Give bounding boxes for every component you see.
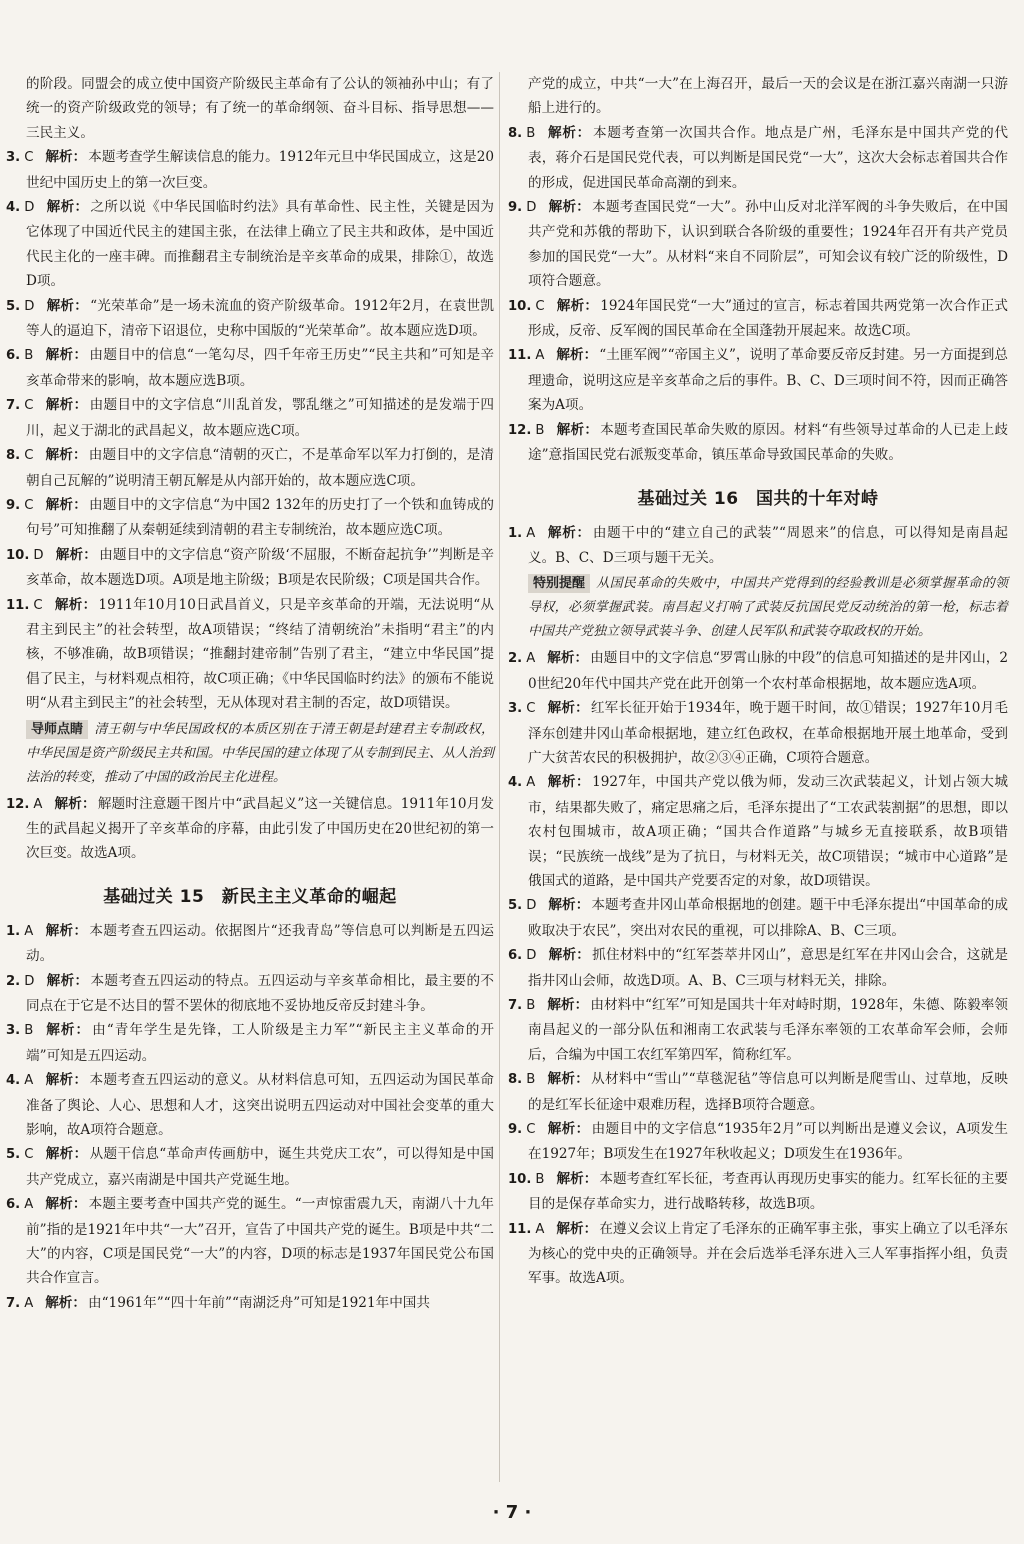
left-column [6,72,494,1316]
column-divider [499,72,500,1482]
answer-item: 6. B 解析： 由题目中的信息“一笔勾尽，四千年帝王历史”“民主共和”可知是辛亥革命带来的影响，故本题应选B项。 [6,347,495,389]
answer-list-basic-14 [6,145,494,715]
answer-item: 1. A 解析： 本题考查五四运动。依据图片“还我青岛”等信息可以判断是五四运动。 [6,922,494,965]
intro-paragraph: 的阶段。同盟会的成立使中国资产阶级民主革命有了公认的领袖孙中山；有了统一的资产阶级政党的领导；有了统一的革命纲领、奋斗目标、指导思想——三民主义。 [26,76,494,141]
answer-item: 7. B 解析： 由材料中“红军”可知是国共十年对峙时期，1928年，朱德、陈毅率领南昌起义的一部分队伍和湘南工农武装与毛泽东率领的工农革命军会师，会师后，合编为中国工农红军第四军，简称红军。 [508,997,1008,1063]
answer-item: 2. D 解析： 本题考查五四运动的特点。五四运动与辛亥革命相比，最主要的不同点在于它是不达目的誓不罢休的彻底地不妥协地反帝反封建斗争。 [6,972,495,1014]
page-number: · 7 · [492,1502,532,1523]
section-title-16: 基础过关 16 国共的十年对峙 [637,488,879,509]
answer-item: 3. C 解析： 红军长征开始于1934年，晚于题干时间，故①错误；1927年10月毛泽东创建井冈山革命根据地，建立红色政权，在革命根据地开展土地革命，受到广大贫苦农民的积极拥护，故②③④正确，C项符合题意。 [508,700,1008,766]
right-column [508,72,1008,1291]
answer-item: 6. A 解析： 本题主要考查中国共产党的诞生。“一声惊雷震九天，南湖八十九年前”指的是1921年中共“一大”召开，宣告了中国共产党的诞生。B项是中共“二大”的内容，C项是国民党“一大”的内容，D项的标志是1937年国民党公布国共合作宣言。 [6,1196,495,1287]
answer-item: 11. C 解析： 1911年10月10日武昌首义，只是辛亥革命的开端，无法说明“从君主到民主”的社会转型，故A项错误；“终结了清朝统治”未指明“君主”的内核，不够准确，故B项错误；“推翻封建帝制”告别了君主，“建立中华民国”提倡了民主，与材料观点相符，故C项正确；《中华民国临时约法》的颁布不能说明“从君主到民主”的社会转型，无从体现对君主制的否定，故D项错误。 [6,596,495,712]
answer-item: 10. C 解析： 1924年国民党“一大”通过的宣言，标志着国共两党第一次合作正式形成，反帝、反军阀的国民革命在全国蓬勃开展起来。故选C项。 [508,297,1008,340]
special-reminder-label: 特别提醒 [528,574,590,593]
answer-item: 4. A 解析： 1927年，中国共产党以俄为师，发动三次武装起义，计划占领大城市，结果都失败了，痛定思痛之后，毛泽东提出了“工农武装割据”的思想，即以农村包围城市，故A项正确；“国共合作道路”与城乡无直接联系，故B项错误；“民族统一战线”是为了抗日，与材料无关，故C项错误；“城市中心道路”是俄国式的道路，是中国共产党要否定的对象，故D项错误。 [508,774,1009,889]
answer-item: 5. D 解析： “光荣革命”是一场未流血的资产阶级革命。1912年2月，在袁世凯等人的逼迫下，清帝下诏退位，史称中国版的“光荣革命”。故本题应选D项。 [6,297,494,340]
answer-item: 7. A 解析： 由“1961年”“四十年前”“南湖泛舟”可知是1921年中国共 [6,1294,430,1311]
answer-item: 12. A 解析： 解题时注意题干图片中“武昌起义”这一关键信息。1911年10月发生的武昌起义揭开了辛亥革命的序幕，由此引发了中国历史在20世纪初的第一次巨变。故选A项。 [6,795,495,862]
answer-item: 1. A 解析： 由题干中的“建立自己的武装”“周恩来”的信息，可以得知是南昌起义。B、C、D三项与题干无关。 [508,524,1009,566]
answer-item: 10. B 解析： 本题考查红军长征，考查再认再现历史事实的能力。红军长征的主要目的是保存革命实力，进行战略转移，故选B项。 [508,1170,1009,1213]
tutor-tip-label: 导师点睛 [26,720,88,739]
answer-item: 9. C 解析： 由题目中的文字信息“1935年2月”可以判断出是遵义会议，A项发生在1927年；B项发生在1927年秋收起义；D项发生在1936年。 [508,1121,1008,1163]
answer-item: 3. C 解析： 本题考查学生解读信息的能力。1912年元旦中华民国成立，这是20世纪中国历史上的第一次巨变。 [6,149,494,191]
answer-item: 6. D 解析： 抓住材料中的“红军荟萃井冈山”，意思是红军在井冈山会合，这就是指井冈山会师，故选D项。A、B、C三项与材料无关，排除。 [508,947,1008,989]
answer-item: 8. B 解析： 本题考查第一次国共合作。地点是广州，毛泽东是中国共产党的代表，蒋介石是国民党代表，可以判断是国民党“一大”，这次大会标志着国共合作的形成，促进国民革命高潮的到来。 [508,124,1008,191]
answer-item: 4. D 解析： 之所以说《中华民国临时约法》具有革命性、民主性，关键是因为它体现了中国近代民主的建国主张，在法律上确立了民主共和政体，是中国近代民主化的一座丰碑。而推翻君主专制统治是辛亥革命的成果，排除①，故选D项。 [6,199,495,290]
answer-item: 11. A 解析： “土匪军阀”“帝国主义”，说明了革命要反帝反封建。另一方面提到总理遗命，说明这应是辛亥革命之后的事件。B、C、D三项时间不符，因而正确答案为A项。 [508,347,1009,414]
answer-item: 3. B 解析： 由“青年学生是先锋，工人阶级是主力军”“新民主主义革命的开端”可知是五四运动。 [6,1022,494,1064]
answer-item: 5. C 解析： 从题干信息“革命声传画舫中，诞生共党庆工农”，可以得知是中国共产党成立，嘉兴南湖是中国共产党诞生地。 [6,1146,494,1188]
answer-item: 2. A 解析： 由题目中的文字信息“罗霄山脉的中段”的信息可知描述的是井冈山，20世纪20年代中国共产党在此开创第一个农村革命根据地，故本题应选A项。 [508,650,1009,692]
answer-list-basic-15 [6,919,494,1317]
answer-list-basic-15-cont [508,121,1008,468]
answer-list-basic-16 [508,646,1008,1291]
special-reminder-note: 特别提醒 从国民革命的失败中，中国共产党得到的经验教训是必须掌握革命的领导权，必须掌握武装。南昌起义打响了武装反抗国民党反动统治的第一枪，标志着中国共产党独立领导武装斗争、创建人民军队和武装夺取政权的开始。 [528,576,1008,640]
answer-item: 8. B 解析： 从材料中“雪山”“草毯泥毡”等信息可以判断是爬雪山、过草地，反映的是红军长征途中艰难历程，选择B项符合题意。 [508,1071,1009,1113]
answer-item: 12. B 解析： 本题考查国民革命失败的原因。材料“有些领导过革命的人已走上歧途”意指国民党右派叛变革命，镇压革命导致国民革命的失败。 [508,421,1009,464]
tutor-tip-note: 导师点睛 清王朝与中华民国政权的本质区别在于清王朝是封建君主专制政权，中华民国是资产阶级民主共和国。中华民国的建立体现了从专制到民主、从人治到法治的转变，推动了中国的政治民主化进程。 [26,721,495,785]
answer-item: 7. C 解析： 由题目中的文字信息“川乱首发，鄂乱继之”可知描述的是发端于四川，起义于湖北的武昌起义，故本题应选C项。 [6,397,494,439]
answer-item: 10. D 解析： 由题目中的文字信息“资产阶级‘不屈服，不断奋起抗争’”判断是辛亥革命，故本题选D项。A项是地主阶级；B项是农民阶级；C项是国共合作。 [6,546,495,589]
answer-item: 8. C 解析： 由题目中的文字信息“清朝的灭亡，不是革命军以军力打倒的，是清朝自己瓦解的”说明清王朝瓦解是从内部开始的，故本题应选C项。 [6,447,494,489]
section-title-15: 基础过关 15 新民主主义革命的崛起 [103,886,397,907]
answer-item: 9. C 解析： 由题目中的文字信息“为中国2 132年的历史打了一个铁和血铸成的句号”可知推翻了从秦朝延续到清朝的君主专制统治，故本题应选C项。 [6,496,494,539]
answer-item: 5. D 解析： 本题考查井冈山革命根据地的创建。题干中毛泽东提出“中国革命的成败取决于农民”，突出对农民的重视，可以排除A、B、C三项。 [508,897,1008,939]
answer-item: 4. A 解析： 本题考查五四运动的意义。从材料信息可知，五四运动为国民革命准备了舆论、人心、思想和人才，这突出说明五四运动对中国社会变革的重大影响，故A项符合题意。 [6,1072,495,1139]
answer-item: 11. A 解析： 在遵义会议上肯定了毛泽东的正确军事主张，事实上确立了以毛泽东为核心的党中央的正确领导。并在会后选举毛泽东进入三人军事指挥小组，负责军事。故选A项。 [508,1220,1009,1287]
continuation-paragraph: 产党的成立，中共“一大”在上海召开，最后一天的会议是在浙江嘉兴南湖一只游船上进行的。 [528,76,1008,117]
answer-item: 9. D 解析： 本题考查国民党“一大”。孙中山反对北洋军阀的斗争失败后，在中国共产党和苏俄的帮助下，认识到联合各阶级的重要性；1924年召开有共产党员参加的国民党“一大”。从材料“来自不同阶层”，可知会议有较广泛的阶级性，D项符合题意。 [508,199,1008,290]
